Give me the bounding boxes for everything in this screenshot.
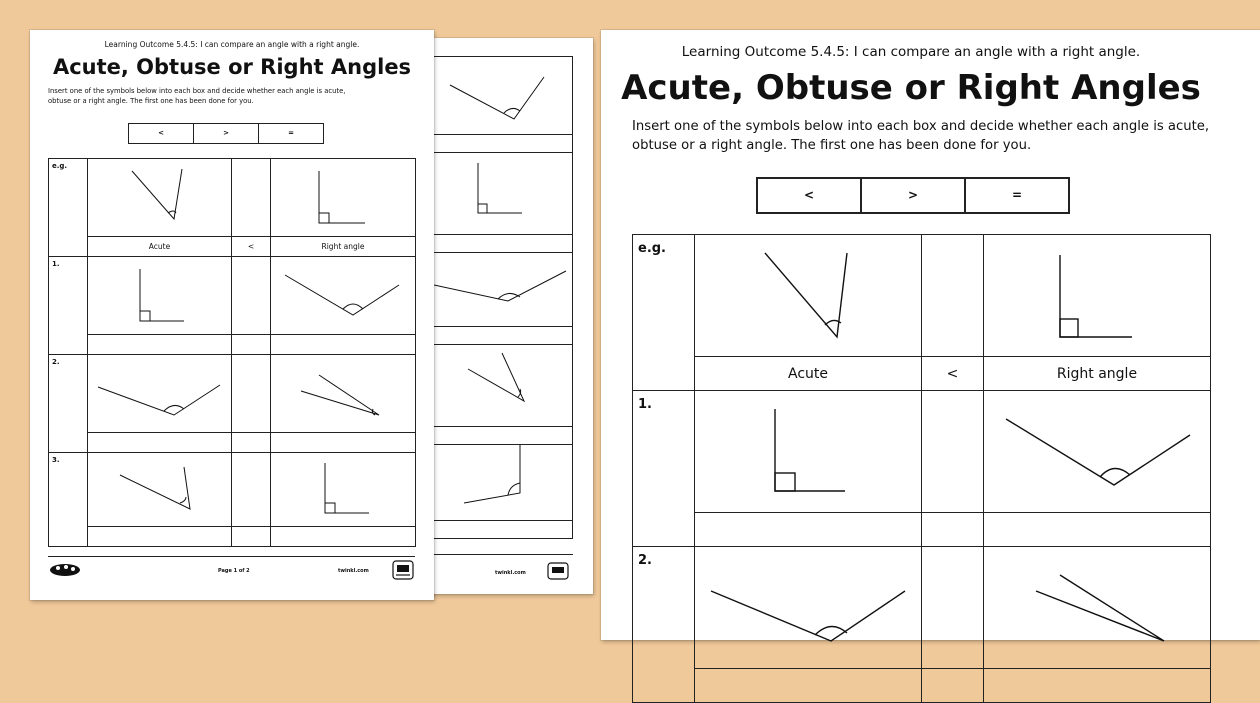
less-than-symbol: < (129, 124, 194, 143)
back-angle-cell-5 (434, 445, 573, 521)
row-label: 2. (49, 355, 88, 453)
row-label: 1. (633, 391, 695, 547)
back-answer-cell-2[interactable] (434, 235, 573, 253)
back-angle-table (433, 56, 573, 539)
symbol-cell[interactable] (922, 547, 984, 669)
right-angle-figure (984, 235, 1210, 355)
right-angle-figure (271, 453, 416, 525)
worksheet-page-1 (30, 30, 434, 600)
back-answer-cell-1[interactable] (434, 135, 573, 153)
worksheet-page-2 (425, 38, 593, 594)
angle-cell (695, 235, 922, 357)
acute-angle-figure (984, 547, 1210, 667)
answer-cell[interactable] (271, 433, 416, 453)
angle-cell (88, 159, 232, 237)
instruction-line-1: Insert one of the symbols below into each box and decide whether each angle is acute, (632, 119, 1210, 134)
answer-cell[interactable] (88, 527, 232, 547)
answer-cell[interactable] (695, 669, 922, 703)
symbol-answer-cell[interactable] (232, 527, 271, 547)
symbol-cell[interactable] (232, 453, 271, 527)
page-number: Page 1 of 2 (218, 568, 250, 574)
twinkl-badge-icon (392, 560, 414, 580)
greater-than-symbol: > (194, 124, 259, 143)
obtuse-angle-figure (434, 57, 572, 133)
acute-angle-figure (88, 453, 232, 525)
angle-cell (984, 235, 1211, 357)
answer-cell[interactable] (271, 335, 416, 355)
angle-cell (88, 257, 232, 335)
row-label: e.g. (49, 159, 88, 257)
symbol-cell[interactable] (922, 391, 984, 513)
less-than-symbol: < (758, 179, 862, 212)
back-angle-cell-2 (434, 153, 573, 235)
angle-cell (271, 159, 416, 237)
symbol-answer-cell[interactable]: < (232, 237, 271, 257)
symbol-key (128, 123, 324, 144)
equals-symbol: = (1011, 188, 1023, 202)
footer-site: twinkl.com (495, 570, 526, 576)
answer-cell[interactable] (984, 669, 1211, 703)
angle-cell (984, 391, 1211, 513)
row-label: 2. (633, 547, 695, 703)
twinkl-logo-icon (48, 562, 82, 578)
row-label: e.g. (633, 235, 695, 391)
angle-cell (271, 453, 416, 527)
symbol-answer-cell[interactable] (232, 335, 271, 355)
answer-cell[interactable]: Acute (88, 237, 232, 257)
footer-rule (48, 556, 415, 557)
right-angle-figure (88, 257, 232, 333)
twinkl-badge-icon (547, 562, 569, 580)
obtuse-angle-figure (984, 391, 1210, 511)
page-title: Acute, Obtuse or Right Angles (621, 68, 1201, 108)
back-angle-cell-1 (434, 57, 573, 135)
obtuse-angle-figure (434, 253, 572, 325)
obtuse-angle-figure (695, 547, 921, 667)
back-answer-cell-5[interactable] (434, 521, 573, 539)
symbol-answer-cell[interactable]: < (922, 357, 984, 391)
worksheet-zoomed (601, 30, 1260, 640)
back-answer-cell-3[interactable] (434, 327, 573, 345)
right-angle-figure (695, 391, 921, 511)
angle-cell (88, 355, 232, 433)
acute-angle-figure (88, 159, 232, 235)
acute-angle-figure (695, 235, 921, 355)
instruction-line-2: obtuse or a right angle. The first one has been done for you. (48, 97, 254, 105)
learning-outcome: Learning Outcome 5.4.5: I can compare an angle with a right angle. (681, 44, 1141, 60)
symbol-answer-cell[interactable] (922, 513, 984, 547)
footer-rule (433, 554, 573, 555)
right-angle-figure (434, 153, 572, 233)
symbol-key (756, 177, 1070, 214)
angle-comparison-table (48, 158, 416, 547)
acute-angle-figure (434, 345, 572, 425)
answer-cell[interactable] (695, 513, 922, 547)
angle-cell (271, 355, 416, 433)
answer-cell[interactable]: Acute (695, 357, 922, 391)
angle-cell (88, 453, 232, 527)
obtuse-angle-figure (434, 445, 572, 519)
right-angle-figure (271, 159, 416, 235)
row-label: 1. (49, 257, 88, 355)
back-angle-cell-4 (434, 345, 573, 427)
obtuse-angle-figure (271, 257, 416, 333)
answer-cell[interactable] (271, 527, 416, 547)
angle-cell (695, 391, 922, 513)
footer-site: twinkl.com (338, 568, 369, 574)
equals-symbol: = (288, 129, 294, 137)
instruction-line-1: Insert one of the symbols below into each box and decide whether each angle is acute, (48, 87, 346, 95)
symbol-cell[interactable] (232, 355, 271, 433)
back-answer-cell-4[interactable] (434, 427, 573, 445)
answer-cell[interactable]: Right angle (984, 357, 1211, 391)
answer-cell[interactable] (88, 335, 232, 355)
obtuse-angle-figure (88, 355, 232, 431)
symbol-answer-cell[interactable] (232, 433, 271, 453)
row-label: 3. (49, 453, 88, 547)
acute-angle-figure (271, 355, 416, 431)
learning-outcome: Learning Outcome 5.4.5: I can compare an angle with a right angle. (104, 40, 360, 49)
angle-cell (695, 547, 922, 669)
symbol-cell[interactable] (232, 257, 271, 335)
symbol-answer-cell[interactable] (922, 669, 984, 703)
answer-cell[interactable]: Right angle (271, 237, 416, 257)
angle-cell (271, 257, 416, 335)
symbol-cell[interactable] (922, 235, 984, 357)
angle-cell (984, 547, 1211, 669)
answer-cell[interactable] (88, 433, 232, 453)
greater-than-symbol: > (862, 179, 966, 212)
page-title: Acute, Obtuse or Right Angles (52, 55, 412, 79)
angle-comparison-table (632, 234, 1211, 703)
back-angle-cell-3 (434, 253, 573, 327)
symbol-cell[interactable] (232, 159, 271, 237)
instruction-line-2: obtuse or a right angle. The first one has been done for you. (632, 138, 1032, 153)
answer-cell[interactable] (984, 513, 1211, 547)
